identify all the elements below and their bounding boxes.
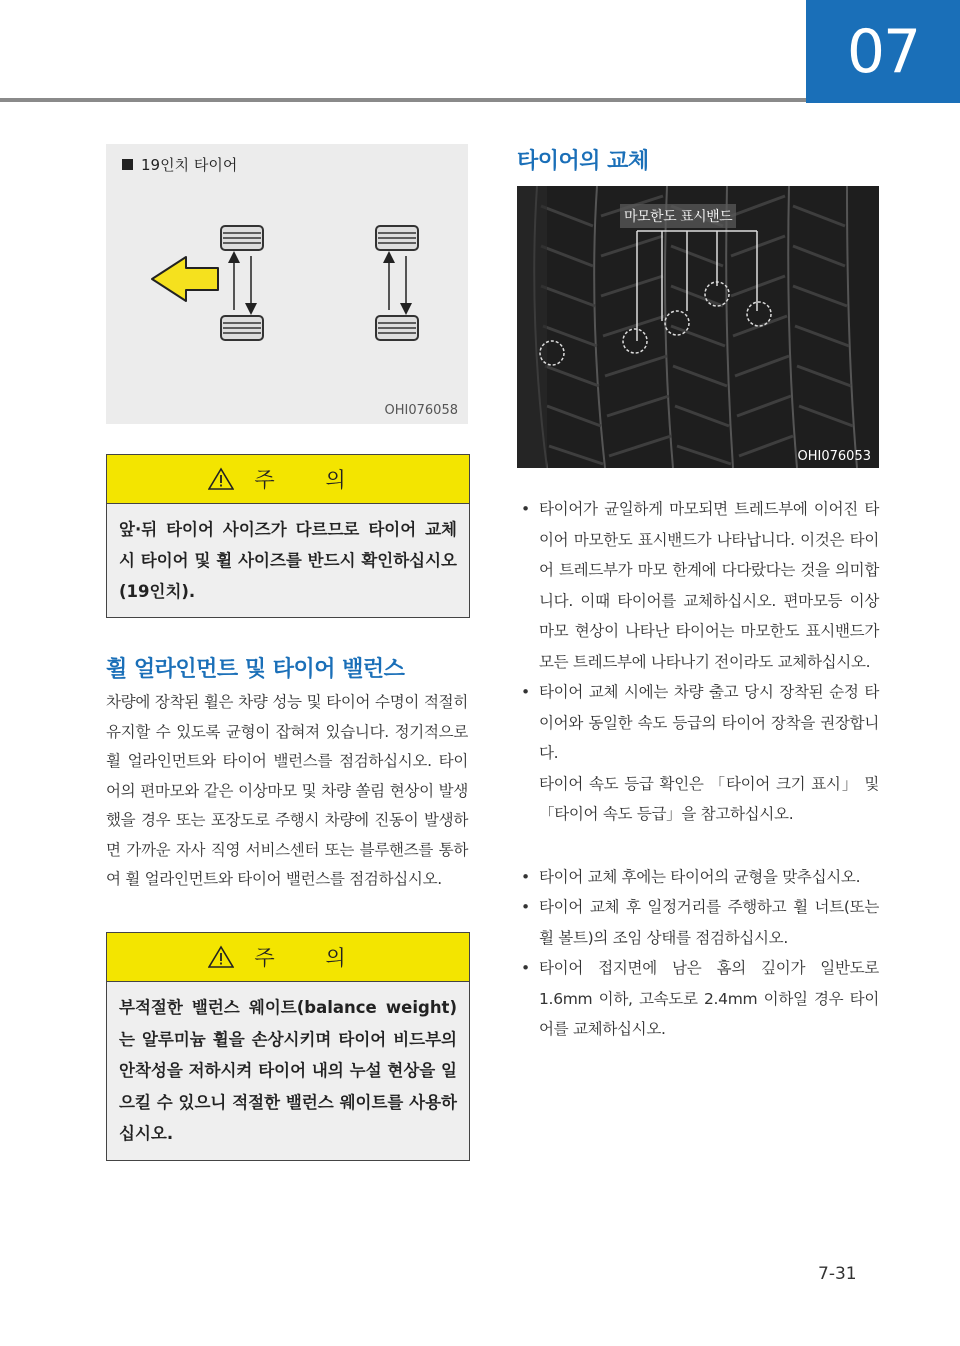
bullet-icon: •: [521, 500, 530, 518]
caution-box-balance-weight: [106, 932, 470, 1161]
bullet-icon: •: [521, 867, 530, 886]
warning-triangle-icon: [208, 945, 234, 969]
alignment-paragraph: 차량에 장착된 휠은 차량 성능 및 타이어 수명이 적절히 유지할 수 있도록 균형이 잡혀져 있습니다. 정기적으로 휠 얼라인먼트와 타이어 밸런스를 점검하십시오. 타이어의 편마모와 같은 이상마모 및 차량 쏠림 현상이 발생했을 경우 또는 포장도로 주행시 차량에 진동이 발생하면 가까운 자사 직영 서비스센터 또는 블루핸즈를 통하여 휠 얼라인먼트와 타이어 밸런스를 점검하십시오.: [106, 693, 468, 888]
list-item: • 타이어 교체 후 일정거리를 주행하고 휠 너트(또는 휠 볼트)의 조임 상태를 점검하십시오.: [517, 892, 879, 953]
caution-title: 주 의: [254, 468, 368, 492]
list-item: • 타이어가 균일하게 마모되면 트레드부에 이어진 타이어 마모한도 표시밴드가 나타납니다. 이것은 타이어 트레드부가 마모 한계에 다다랐다는 것을 의미합니다. 이때 타이어를 교체하십시오. 편마모등 이상마모 현상이 나타난 타이어는 마모한도 표시밴드가 모든 트레드부에 나타나기 전이라도 교체하십시오.: [517, 494, 879, 677]
warning-triangle-icon: [208, 467, 234, 491]
bullet-icon: •: [521, 898, 530, 916]
caution-text: 부적절한 밸런스 웨이트(balance weight)는 알루미늄 휠을 손상시키며 타이어 비드부의 안착성을 저하시켜 타이어 내의 누설 현상을 일으킬 수 있으니 적절한 밸런스 웨이트를 사용하십시오.: [119, 998, 457, 1143]
replacement-bullet-list: [517, 494, 879, 1045]
list-item: • 타이어 교체 시에는 차량 출고 당시 장착된 순정 타이어와 동일한 속도 등급의 타이어 장착을 권장합니다. 타이어 속도 등급 확인은 「타이어 크기 표시」 및 「타이어 속도 등급」을 참고하십시오.: [517, 677, 879, 830]
list-item-note: 타이어 속도 등급 확인은 「타이어 크기 표시」 및 「타이어 속도 등급」을 참고하십시오.: [539, 774, 879, 823]
chapter-tab: 07: [806, 0, 960, 103]
tire-tread-illustration: [517, 186, 879, 468]
list-item: • 타이어 교체 후에는 타이어의 균형을 맞추십시오.: [517, 862, 879, 893]
caution-header: [107, 933, 469, 982]
section-title-replacement: 타이어의 교체: [517, 149, 649, 174]
bullet-icon: •: [521, 683, 530, 701]
rotation-diagram: [106, 144, 468, 424]
tire-front-right-icon: [376, 226, 418, 250]
tire-rotation-figure: [106, 144, 468, 424]
tread-wear-photo: [517, 186, 879, 468]
page-number: 7-31: [818, 1264, 857, 1284]
figure-label-text: 19인치 타이어: [141, 156, 238, 174]
tire-front-left-icon: [221, 226, 263, 250]
photo-code: OHI076053: [797, 449, 871, 464]
list-item: • 타이어 접지면에 남은 홈의 깊이가 일반도로 1.6mm 이하, 고속도로 2.4mm 이하일 경우 타이어를 교체하십시오.: [517, 953, 879, 1045]
forward-arrow-icon: [152, 257, 218, 301]
tire-rear-right-icon: [376, 316, 418, 340]
caution-box-tire-size: [106, 454, 470, 618]
caution-text: 앞·뒤 타이어 사이즈가 다르므로 타이어 교체 시 타이어 및 휠 사이즈를 반드시 확인하십시오(19인치).: [119, 520, 457, 601]
tire-rear-left-icon: [221, 316, 263, 340]
wear-band-label: 마모한도 표시밴드: [620, 204, 736, 228]
section-title-alignment: 휠 얼라인먼트 및 타이어 밸런스: [106, 657, 405, 682]
figure-code: OHI076058: [384, 403, 458, 418]
header-rule: [0, 98, 806, 102]
caution-header: [107, 455, 469, 504]
bullet-icon: •: [521, 959, 530, 977]
caution-title: 주 의: [254, 946, 368, 970]
